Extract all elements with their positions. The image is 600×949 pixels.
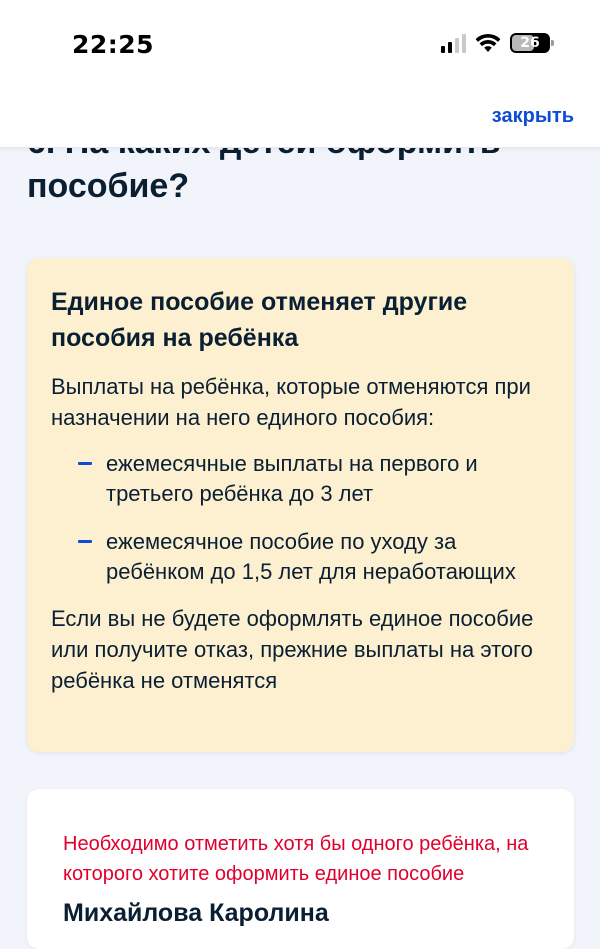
status-bar xyxy=(0,0,600,90)
dash-bullet-icon xyxy=(78,540,92,543)
info-card-list xyxy=(51,449,550,587)
top-bar xyxy=(0,90,600,148)
info-card-outro: Если вы не будете оформлять единое пособие или получите отказ, прежние выплаты на этого ребёнка не отменятся xyxy=(51,606,534,693)
wifi-icon xyxy=(475,33,501,53)
list-item-text: ежемесячные выплаты на первого и третьего ребёнка до 3 лет xyxy=(106,451,478,506)
child-option-name[interactable]: Михайлова Каролина xyxy=(63,899,329,927)
info-card xyxy=(27,258,574,752)
battery-percent: 26 xyxy=(520,35,540,51)
system-icons xyxy=(441,33,550,53)
page-title: пособие? xyxy=(27,167,190,205)
battery-icon xyxy=(510,33,550,53)
list-item-text: ежемесячное пособие по уходу за ребёнком до 1,5 лет для неработающих xyxy=(106,529,516,584)
cellular-signal-icon xyxy=(441,33,466,53)
children-selection-card xyxy=(27,789,574,949)
info-card-title: Единое пособие отменяет другие пособия на ребёнка xyxy=(51,288,468,352)
validation-error: Необходимо отметить хотя бы одного ребёнка, на которого хотите оформить единое пособие xyxy=(63,833,529,885)
status-time: 22:25 xyxy=(72,30,155,59)
dash-bullet-icon xyxy=(78,462,92,465)
info-card-intro: Выплаты на ребёнка, которые отменяются при назначении на него единого пособия: xyxy=(51,374,531,430)
close-button[interactable]: закрыть xyxy=(491,105,574,127)
list-item xyxy=(51,449,550,509)
list-item xyxy=(51,527,550,587)
